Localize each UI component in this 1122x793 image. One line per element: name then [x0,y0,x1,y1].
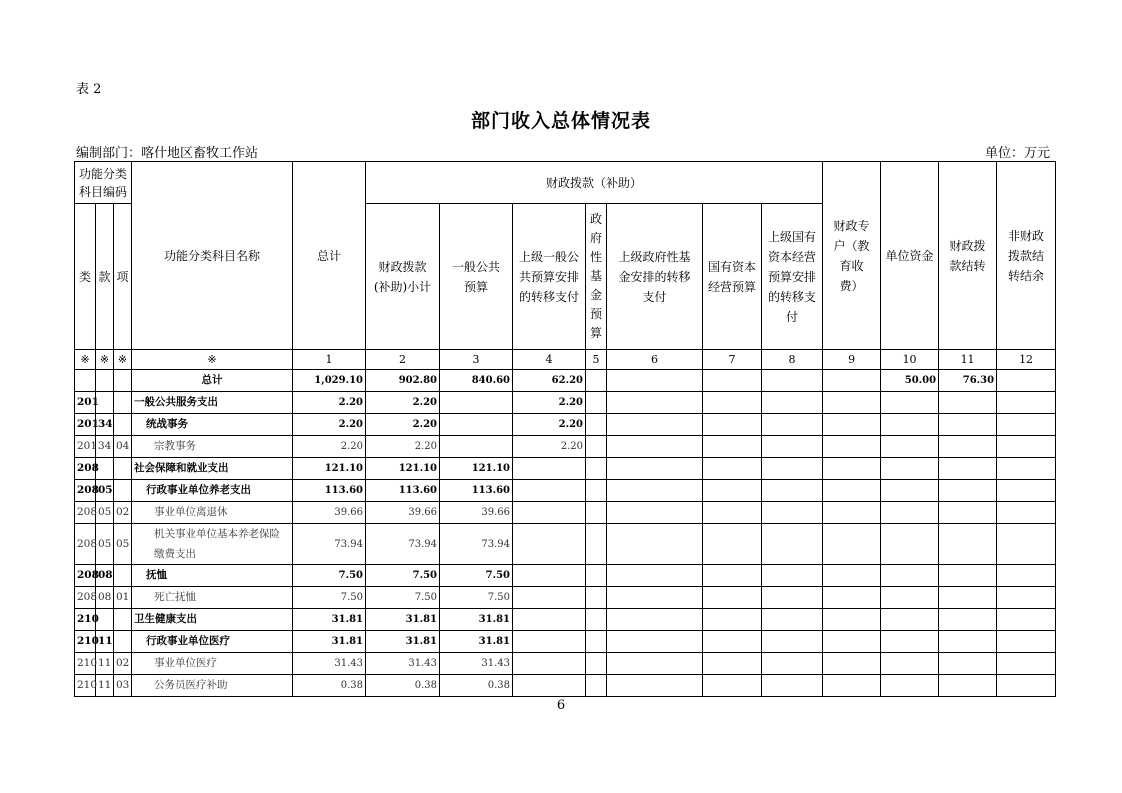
state-capital-budget-cell [703,392,762,414]
upper-general-transfer-cell: 62.20 [513,370,586,392]
code-kuan: 05 [96,502,114,524]
general-budget-cell: 31.43 [440,653,513,675]
fiscal-subtotal-cell: 7.50 [366,587,440,609]
fiscal-carryover-cell [939,414,997,436]
code-lei: 208 [75,587,96,609]
index-cell: 2 [366,350,440,370]
table-row [75,458,1056,480]
table-row [75,480,1056,502]
unit-funds-cell [881,414,939,436]
total-cell: 7.50 [293,587,366,609]
upper-general-transfer-cell [513,565,586,587]
code-kuan: 11 [96,675,114,697]
state-capital-budget-cell [703,414,762,436]
unit-funds-cell [881,502,939,524]
code-kuan [96,370,114,392]
total-cell: 1,029.10 [293,370,366,392]
upper-gov-fund-transfer-cell [607,392,703,414]
code-xiang [114,392,132,414]
index-cell: 3 [440,350,513,370]
code-kuan: 08 [96,565,114,587]
total-cell: 121.10 [293,458,366,480]
fiscal-carryover-cell [939,458,997,480]
upper-general-transfer-cell [513,524,586,565]
name-cell: 宗教事务 [132,436,293,458]
upper-state-capital-transfer-cell [762,502,823,524]
non-fiscal-carryover-cell [997,631,1056,653]
general-budget-cell: 113.60 [440,480,513,502]
table-label: 表 2 [76,82,102,97]
upper-general-transfer-cell [513,653,586,675]
general-budget-cell: 73.94 [440,524,513,565]
fiscal-special-cell [823,436,881,458]
non-fiscal-carryover-cell [997,524,1056,565]
name-cell: 机关事业单位基本养老保险缴费支出 [132,524,293,565]
fiscal-subtotal-cell: 113.60 [366,480,440,502]
non-fiscal-carryover-cell [997,414,1056,436]
non-fiscal-carryover-cell [997,675,1056,697]
gov-fund-budget-cell [586,565,607,587]
gov-fund-budget-cell [586,436,607,458]
total-cell: 73.94 [293,524,366,565]
total-cell: 2.20 [293,436,366,458]
fiscal-special-cell [823,524,881,565]
code-lei: 208 [75,524,96,565]
unit-funds-cell [881,631,939,653]
state-capital-budget-cell [703,524,762,565]
code-xiang: 04 [114,436,132,458]
header-fiscal-carryover: 财政拨款结转 [939,162,997,350]
upper-gov-fund-transfer-cell [607,653,703,675]
fiscal-special-cell [823,414,881,436]
index-cell: 8 [762,350,823,370]
name-cell: 公务员医疗补助 [132,675,293,697]
total-cell: 31.81 [293,609,366,631]
table-row [75,675,1056,697]
income-table [74,161,1056,697]
upper-gov-fund-transfer-cell [607,436,703,458]
index-cell: ※ [75,350,96,370]
table-row [75,587,1056,609]
unit-funds-cell [881,458,939,480]
code-kuan: 11 [96,631,114,653]
unit-funds-cell [881,653,939,675]
table-row [75,565,1056,587]
header-fiscal-group: 财政拨款（补助） [366,162,823,204]
code-xiang: 05 [114,524,132,565]
code-xiang: 03 [114,675,132,697]
state-capital-budget-cell [703,565,762,587]
total-cell: 39.66 [293,502,366,524]
non-fiscal-carryover-cell [997,370,1056,392]
header-total: 总计 [293,162,366,350]
table-row [75,653,1056,675]
upper-gov-fund-transfer-cell [607,502,703,524]
general-budget-cell: 840.60 [440,370,513,392]
upper-state-capital-transfer-cell [762,631,823,653]
total-cell: 2.20 [293,414,366,436]
upper-state-capital-transfer-cell [762,480,823,502]
non-fiscal-carryover-cell [997,392,1056,414]
general-budget-cell: 121.10 [440,458,513,480]
unit-funds-cell [881,392,939,414]
total-cell: 2.20 [293,392,366,414]
fiscal-carryover-cell [939,480,997,502]
table-row [75,392,1056,414]
name-cell: 行政事业单位医疗 [132,631,293,653]
upper-state-capital-transfer-cell [762,653,823,675]
page-number: 6 [556,698,566,713]
total-cell: 31.43 [293,653,366,675]
upper-general-transfer-cell [513,502,586,524]
index-cell: ※ [96,350,114,370]
code-xiang [114,480,132,502]
general-budget-cell: 31.81 [440,631,513,653]
fiscal-carryover-cell [939,675,997,697]
upper-state-capital-transfer-cell [762,370,823,392]
state-capital-budget-cell [703,370,762,392]
upper-general-transfer-cell: 2.20 [513,414,586,436]
fiscal-subtotal-cell: 2.20 [366,436,440,458]
general-budget-cell: 0.38 [440,675,513,697]
fiscal-special-cell [823,675,881,697]
unit-funds-cell [881,524,939,565]
code-xiang: 02 [114,653,132,675]
state-capital-budget-cell [703,587,762,609]
total-row [75,370,1056,392]
upper-gov-fund-transfer-cell [607,414,703,436]
fiscal-carryover-cell [939,392,997,414]
header-unit-funds: 单位资金 [881,162,939,350]
index-cell: 5 [586,350,607,370]
general-budget-cell: 39.66 [440,502,513,524]
index-cell: ※ [114,350,132,370]
code-xiang: 02 [114,502,132,524]
upper-gov-fund-transfer-cell [607,480,703,502]
fiscal-special-cell [823,458,881,480]
code-lei: 201 [75,414,96,436]
index-cell: 7 [703,350,762,370]
name-cell: 社会保障和就业支出 [132,458,293,480]
unit-funds-cell [881,436,939,458]
upper-gov-fund-transfer-cell [607,631,703,653]
upper-gov-fund-transfer-cell [607,675,703,697]
header-func-code: 功能分类科目编码 [75,162,132,204]
upper-state-capital-transfer-cell [762,392,823,414]
gov-fund-budget-cell [586,414,607,436]
upper-general-transfer-cell [513,458,586,480]
code-xiang [114,609,132,631]
general-budget-cell: 31.81 [440,609,513,631]
state-capital-budget-cell [703,458,762,480]
code-lei: 210 [75,631,96,653]
fiscal-subtotal-cell: 0.38 [366,675,440,697]
code-lei: 208 [75,458,96,480]
table-row [75,414,1056,436]
name-cell: 死亡抚恤 [132,587,293,609]
fiscal-subtotal-cell: 902.80 [366,370,440,392]
code-xiang [114,631,132,653]
code-xiang [114,414,132,436]
gov-fund-budget-cell [586,502,607,524]
state-capital-budget-cell [703,609,762,631]
total-cell: 7.50 [293,565,366,587]
fiscal-carryover-cell [939,565,997,587]
code-kuan: 08 [96,587,114,609]
general-budget-cell: 7.50 [440,565,513,587]
fiscal-carryover-cell [939,653,997,675]
index-cell: 12 [997,350,1056,370]
fiscal-carryover-cell [939,524,997,565]
non-fiscal-carryover-cell [997,502,1056,524]
total-cell: 113.60 [293,480,366,502]
non-fiscal-carryover-cell [997,480,1056,502]
index-cell: 9 [823,350,881,370]
index-cell: 11 [939,350,997,370]
general-budget-cell: 7.50 [440,587,513,609]
gov-fund-budget-cell [586,480,607,502]
general-budget-cell [440,414,513,436]
upper-state-capital-transfer-cell [762,587,823,609]
fiscal-carryover-cell [939,609,997,631]
header-fiscal-subtotal: 财政拨款(补助)小计 [366,204,440,350]
code-lei: 201 [75,392,96,414]
non-fiscal-carryover-cell [997,609,1056,631]
index-cell: 4 [513,350,586,370]
unit-funds-cell [881,587,939,609]
table-row [75,502,1056,524]
general-budget-cell [440,436,513,458]
upper-general-transfer-cell [513,631,586,653]
fiscal-special-cell [823,653,881,675]
index-cell: 10 [881,350,939,370]
gov-fund-budget-cell [586,675,607,697]
fiscal-special-cell [823,565,881,587]
fiscal-special-cell [823,631,881,653]
fiscal-carryover-cell [939,502,997,524]
unit-funds-cell [881,675,939,697]
upper-gov-fund-transfer-cell [607,565,703,587]
upper-state-capital-transfer-cell [762,524,823,565]
fiscal-subtotal-cell: 31.81 [366,631,440,653]
header-upper-state-capital-transfer: 上级国有资本经营预算安排的转移支付 [762,204,823,350]
upper-gov-fund-transfer-cell [607,524,703,565]
upper-state-capital-transfer-cell [762,458,823,480]
code-lei: 210 [75,609,96,631]
code-kuan: 34 [96,414,114,436]
header-xiang: 项 [114,204,132,350]
fiscal-carryover-cell [939,587,997,609]
upper-state-capital-transfer-cell [762,675,823,697]
code-lei: 210 [75,653,96,675]
fiscal-subtotal-cell: 31.81 [366,609,440,631]
unit-label: 单位：万元 [984,146,1050,161]
upper-state-capital-transfer-cell [762,436,823,458]
table-row [75,631,1056,653]
table-row [75,524,1056,565]
non-fiscal-carryover-cell [997,458,1056,480]
state-capital-budget-cell [703,675,762,697]
upper-gov-fund-transfer-cell [607,458,703,480]
state-capital-budget-cell [703,480,762,502]
unit-funds-cell [881,609,939,631]
state-capital-budget-cell [703,631,762,653]
upper-state-capital-transfer-cell [762,414,823,436]
fiscal-special-cell [823,609,881,631]
header-non-fiscal-carryover: 非财政拨款结转结余 [997,162,1056,350]
gov-fund-budget-cell [586,609,607,631]
upper-state-capital-transfer-cell [762,565,823,587]
fiscal-special-cell [823,370,881,392]
code-lei: 210 [75,675,96,697]
gov-fund-budget-cell [586,631,607,653]
gov-fund-budget-cell [586,653,607,675]
name-cell: 卫生健康支出 [132,609,293,631]
total-cell: 0.38 [293,675,366,697]
code-xiang: 01 [114,587,132,609]
index-cell: 1 [293,350,366,370]
name-cell: 统战事务 [132,414,293,436]
unit-funds-cell [881,565,939,587]
fiscal-subtotal-cell: 2.20 [366,392,440,414]
state-capital-budget-cell [703,502,762,524]
upper-gov-fund-transfer-cell [607,370,703,392]
header-upper-general-transfer: 上级一般公共预算安排的转移支付 [513,204,586,350]
code-kuan: 11 [96,653,114,675]
state-capital-budget-cell [703,436,762,458]
fiscal-special-cell [823,502,881,524]
index-cell: 6 [607,350,703,370]
total-cell: 31.81 [293,631,366,653]
name-cell: 事业单位医疗 [132,653,293,675]
upper-general-transfer-cell: 2.20 [513,436,586,458]
upper-gov-fund-transfer-cell [607,587,703,609]
code-kuan: 34 [96,436,114,458]
code-lei: 208 [75,502,96,524]
fiscal-subtotal-cell: 2.20 [366,414,440,436]
fiscal-carryover-cell [939,631,997,653]
code-lei: 201 [75,436,96,458]
name-cell: 一般公共服务支出 [132,392,293,414]
non-fiscal-carryover-cell [997,587,1056,609]
non-fiscal-carryover-cell [997,653,1056,675]
name-cell: 抚恤 [132,565,293,587]
fiscal-carryover-cell [939,436,997,458]
header-name: 功能分类科目名称 [132,162,293,350]
fiscal-subtotal-cell: 31.43 [366,653,440,675]
code-xiang [114,370,132,392]
header-gov-fund-budget [586,204,607,350]
index-row [75,350,1056,370]
general-budget-cell [440,392,513,414]
gov-fund-budget-cell [586,524,607,565]
unit-funds-cell [881,480,939,502]
code-kuan: 05 [96,524,114,565]
header-state-capital-budget: 国有资本经营预算 [703,204,762,350]
name-cell: 事业单位离退休 [132,502,293,524]
fiscal-subtotal-cell: 121.10 [366,458,440,480]
name-cell: 总计 [132,370,293,392]
name-cell: 行政事业单位养老支出 [132,480,293,502]
header-fiscal-special: 财政专户（教育收费） [823,162,881,350]
non-fiscal-carryover-cell [997,565,1056,587]
table-row [75,436,1056,458]
unit-funds-cell: 50.00 [881,370,939,392]
fiscal-special-cell [823,587,881,609]
gov-fund-budget-cell [586,458,607,480]
fiscal-carryover-cell: 76.30 [939,370,997,392]
gov-fund-budget-cell [586,392,607,414]
table-row [75,609,1056,631]
code-lei [75,370,96,392]
code-xiang [114,458,132,480]
code-kuan: 05 [96,480,114,502]
header-general-budget: 一般公共预算 [440,204,513,350]
fiscal-special-cell [823,392,881,414]
upper-general-transfer-cell [513,675,586,697]
header-kuan: 款 [96,204,114,350]
header-gov-fund-budget-text: 政府性基金预算 [589,212,602,340]
header-lei: 类 [75,204,96,350]
code-xiang [114,565,132,587]
fiscal-subtotal-cell: 7.50 [366,565,440,587]
header-upper-gov-fund-transfer: 上级政府性基金安排的转移支付 [607,204,703,350]
document-title: 部门收入总体情况表 [470,110,651,132]
fiscal-special-cell [823,480,881,502]
upper-general-transfer-cell: 2.20 [513,392,586,414]
upper-general-transfer-cell [513,587,586,609]
code-lei: 208 [75,565,96,587]
non-fiscal-carryover-cell [997,436,1056,458]
state-capital-budget-cell [703,653,762,675]
fiscal-subtotal-cell: 73.94 [366,524,440,565]
gov-fund-budget-cell [586,587,607,609]
gov-fund-budget-cell [586,370,607,392]
upper-gov-fund-transfer-cell [607,609,703,631]
upper-state-capital-transfer-cell [762,609,823,631]
upper-general-transfer-cell [513,480,586,502]
department-label: 编制部门：喀什地区畜牧工作站 [76,146,259,161]
upper-general-transfer-cell [513,609,586,631]
code-lei: 208 [75,480,96,502]
fiscal-subtotal-cell: 39.66 [366,502,440,524]
index-cell: ※ [132,350,293,370]
